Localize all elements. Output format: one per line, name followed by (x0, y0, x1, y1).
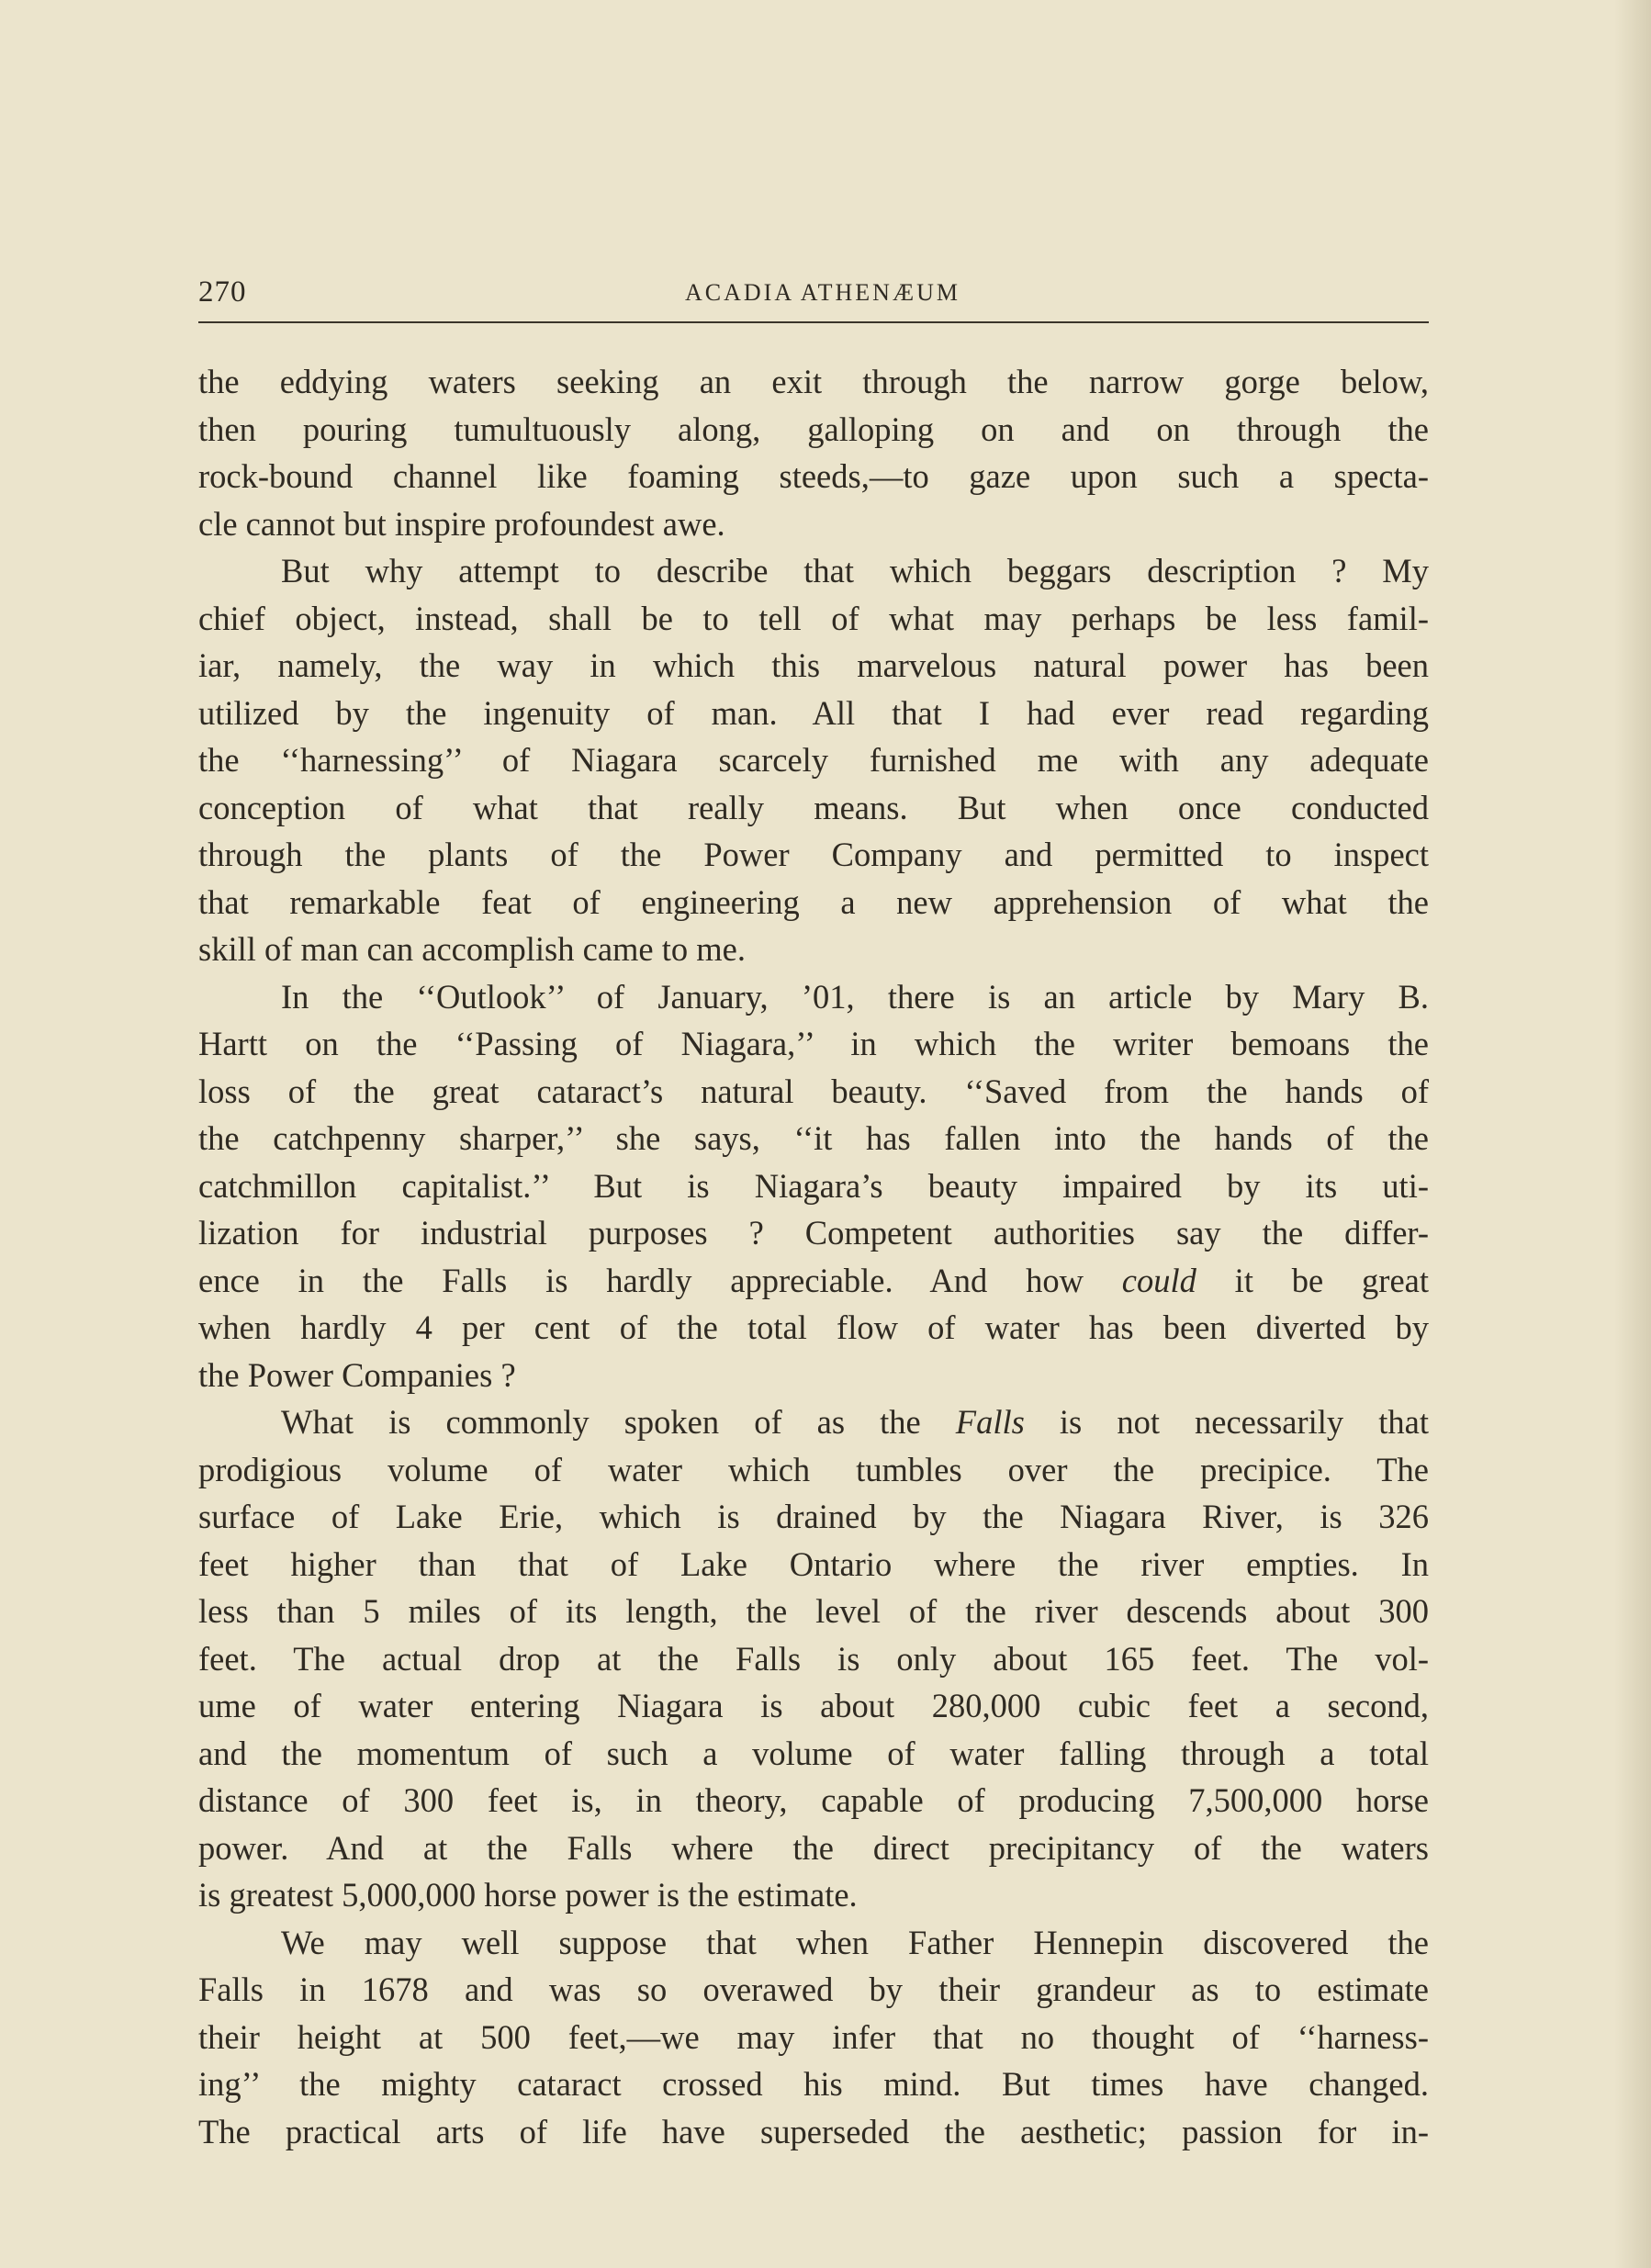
text-line: feet higher than that of Lake Ontario where the river empties. In (198, 1544, 1429, 1583)
text-line: the ‘‘harnessing’’ of Niagara scarcely furnished me with any adequate (198, 741, 1429, 779)
text-line: feet. The actual drop at the Falls is only about 165 feet. The vol- (198, 1639, 1429, 1678)
page-edge-shadow (1614, 0, 1651, 2268)
text-line: chief object, instead, shall be to tell of what may perhaps be less famil- (198, 599, 1429, 637)
text-line: But why attempt to describe that which beggars description ? My (281, 552, 1429, 589)
text-line: distance of 300 feet is, in theory, capable of producing 7,500,000 horse (198, 1781, 1429, 1819)
text-line: and the momentum of such a volume of water falling through a total (198, 1734, 1429, 1772)
emphasized-word: Falls (955, 1403, 1025, 1441)
text-line: rock-bound channel like foaming steeds,—to gaze upon such a specta- (198, 457, 1429, 495)
text-line: cle cannot but inspire profoundest awe. (198, 504, 725, 543)
text-line: when hardly 4 per cent of the total flow of water has been diverted by (198, 1308, 1429, 1346)
text-line: the Power Companies ? (198, 1355, 516, 1394)
text-line: In the ‘‘Outlook’’ of January, ’01, there is an article by Mary B. (281, 977, 1429, 1016)
text-line: prodigious volume of water which tumbles over the precipice. The (198, 1450, 1429, 1488)
text-line: conception of what that really means. But when once conducted (198, 788, 1429, 826)
text-line: The practical arts of life have superseded the aesthetic; passion for in- (198, 2112, 1429, 2150)
text-line: their height at 500 feet,—we may infer that no thought of ‘‘harness- (198, 2017, 1429, 2056)
text-line: Hartt on the ‘‘Passing of Niagara,’’ in which the writer bemoans the (198, 1025, 1429, 1062)
text-line: iar, namely, the way in which this marvelous natural power has been (198, 646, 1429, 684)
text-line: that remarkable feat of engineering a new apprehension of what the (198, 882, 1429, 921)
text-line: then pouring tumultuously along, galloping on and on through the (198, 410, 1429, 448)
text-line: power. And at the Falls where the direct precipitancy of the waters (198, 1828, 1429, 1867)
text-line: What is commonly spoken of as the Falls is not necessarily that (281, 1403, 1429, 1441)
text-line: is greatest 5,000,000 horse power is the estimate. (198, 1876, 858, 1914)
running-header (198, 275, 1429, 321)
paragraph (198, 973, 1429, 1399)
text-line: the eddying waters seeking an exit through the narrow gorge below, (198, 363, 1429, 400)
text-line: less than 5 miles of its length, the level of the river descends about 300 (198, 1592, 1429, 1630)
text-line: ence in the Falls is hardly appreciable. And how could it be great (198, 1261, 1429, 1299)
text-line: through the plants of the Power Company and permitted to inspect (198, 836, 1429, 873)
paragraph (198, 358, 1429, 547)
text-line: surface of Lake Erie, which is drained by the Niagara River, is 326 (198, 1498, 1429, 1535)
paragraph (198, 547, 1429, 973)
page-number: 270 (198, 275, 247, 309)
paragraph (198, 1398, 1429, 1919)
text-line: ing’’ the mighty cataract crossed his mind. But times have changed. (198, 2065, 1429, 2103)
running-title: ACADIA ATHENÆUM (685, 279, 960, 306)
text-line: We may well suppose that when Father Hennepin discovered the (281, 1923, 1429, 1961)
emphasized-word: could (1121, 1261, 1196, 1299)
text-line: Falls in 1678 and was so overawed by their grandeur as to estimate (198, 1970, 1429, 2008)
text-line: the catchpenny sharper,’’ she says, ‘‘it has fallen into the hands of the (198, 1119, 1429, 1157)
text-line: loss of the great cataract’s natural beauty. ‘‘Saved from the hands of (198, 1072, 1429, 1110)
text-line: skill of man can accomplish came to me. (198, 930, 746, 968)
text-line: catchmillon capitalist.’’ But is Niagara’s beauty impaired by its uti- (198, 1166, 1429, 1205)
text-line: lization for industrial purposes ? Competent authorities say the differ- (198, 1214, 1429, 1252)
header-rule (198, 321, 1429, 323)
text-line: utilized by the ingenuity of man. All that I had ever read regarding (198, 693, 1429, 732)
text-line: ume of water entering Niagara is about 280,000 cubic feet a second, (198, 1687, 1429, 1724)
paragraph (198, 1919, 1429, 2156)
article-body (198, 358, 1429, 2155)
